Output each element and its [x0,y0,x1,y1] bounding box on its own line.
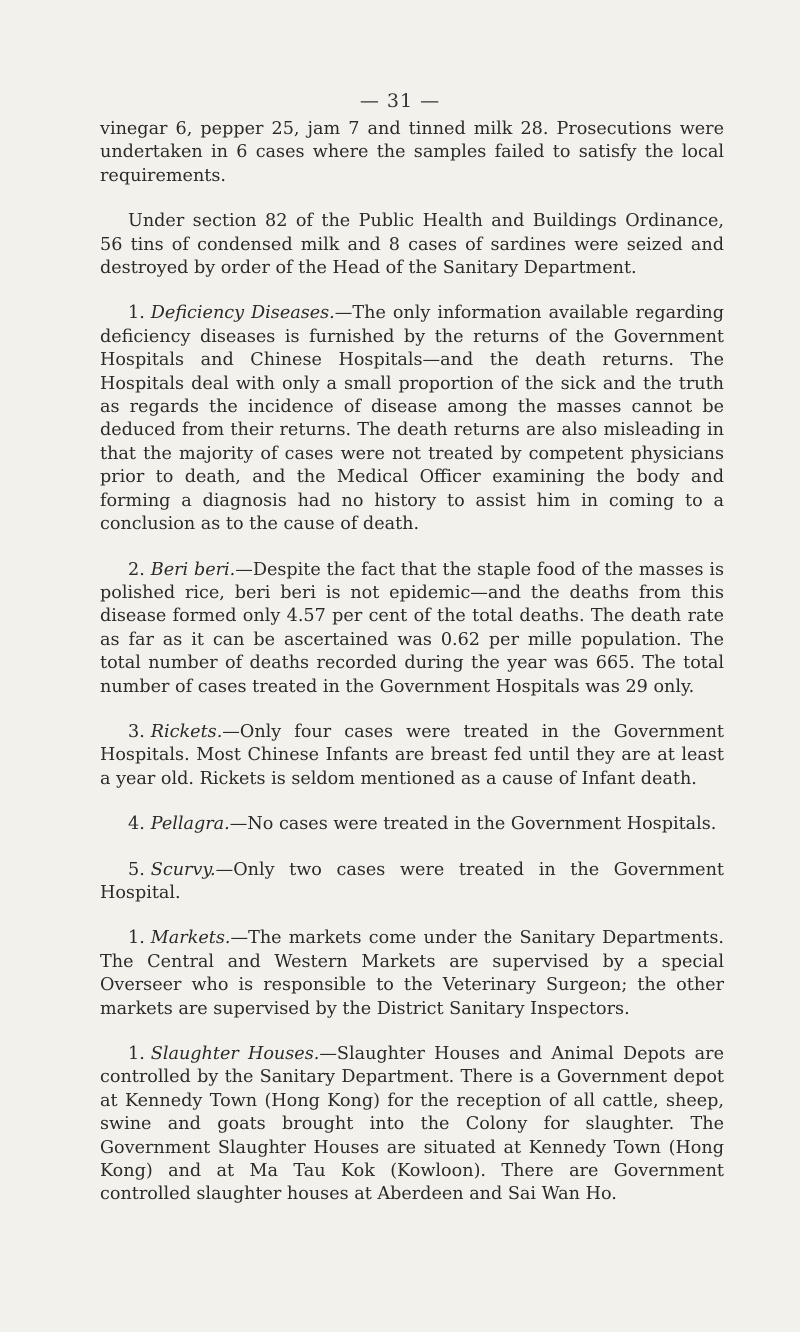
paragraph-heading: Beri beri. [150,559,236,580]
page-number: — 31 — [359,90,441,112]
paragraph-number: 3. [128,721,145,742]
paragraph-text: —No cases were treated in the Government Hospitals. [229,814,717,835]
paragraph-number: 1. [128,928,145,949]
paragraph-text: —Only two cases were treated in the Government Hospital. [100,859,724,903]
paragraph-number: 2. [128,559,145,580]
paragraph-slaughter-houses [100,1043,724,1207]
paragraph-text: —Despite the fact that the staple food of the masses is polished rice, beri beri is not epidemic—and the deaths from this disease formed only 4.57 per cent of the total deaths. The death rate as far as it can be ascertained was 0.62 per mille population. The total number of deaths recorded during the year was 665. The total number of cases treated in the Government Hospitals was 29 only. [100,559,724,697]
paragraph-heading: Rickets. [150,721,223,742]
paragraph-text: vinegar 6, pepper 25, jam 7 and tinned milk 28. Prosecutions were undertaken in 6 cases where the samples failed to satisfy the local requirements. [100,119,724,186]
paragraph-heading: Pellagra. [150,814,230,835]
paragraph-beri-beri [100,559,724,699]
paragraph-heading: Scurvy. [150,859,216,880]
paragraph-heading: Slaughter Houses. [150,1044,320,1064]
paragraph-number: 4. [128,814,145,835]
paragraph-markets [100,927,724,1021]
paragraph-food-prosecutions [100,118,724,188]
paragraph-text: —Slaughter Houses and Animal Depots are controlled by the Sanitary Department. There is a Government depot at Kennedy Town (Hong Kong) for the reception of all cattle, sheep, swine and goats brought into the Colony for slaughter. The Government Slaughter Houses are situated at Kennedy Town (Hong Kong) and at Ma Tau Kok (Kowloon). There are Government controlled slaughter houses at Aberdeen and Sai Wan Ho. [100,1044,724,1205]
paragraph-text: Under section 82 of the Public Health and Buildings Ordinance, 56 tins of condensed milk and 8 cases of sardines were seized and destroyed by order of the Head of the Sanitary Department. [100,211,724,279]
paragraph-seizures [100,210,724,280]
paragraph-heading: Markets. [150,928,231,949]
paragraph-text: —Only four cases were treated in the Government Hospitals. Most Chinese Infants are breast fed until they are at least a year old. Rickets is seldom mentioned as a cause of Infant death. [100,721,724,789]
paragraph-rickets [100,721,724,791]
paragraph-deficiency-diseases [100,302,724,536]
paragraph-number: 5. [128,859,145,880]
paragraph-number: 1. [128,303,145,324]
paragraph-heading: Deficiency Diseases. [150,303,335,324]
paragraph-pellagra [100,813,724,836]
body-text [100,118,724,1229]
paragraph-number: 1. [128,1044,145,1064]
paragraph-scurvy [100,859,724,906]
paragraph-text: —The markets come under the Sanitary Departments. The Central and Western Markets are supervised by a special Overseer who is responsible to the Veterinary Surgeon; the other markets are supervised by the District Sanitary Inspectors. [100,928,724,1019]
paragraph-text: —The only information available regarding deficiency diseases is furnished by the returns of the Government Hospitals and Chinese Hospitals—and the death returns. The Hospitals deal with only a small proportion of the sick and the truth as regards the incidence of disease among the masses cannot be deduced from their returns. The death returns are also misleading in that the majority of cases were not treated by competent physicians prior to death, and the Medical Officer examining the body and forming a diagnosis had no history to assist him in coming to a conclusion as to the cause of death. [100,303,724,535]
